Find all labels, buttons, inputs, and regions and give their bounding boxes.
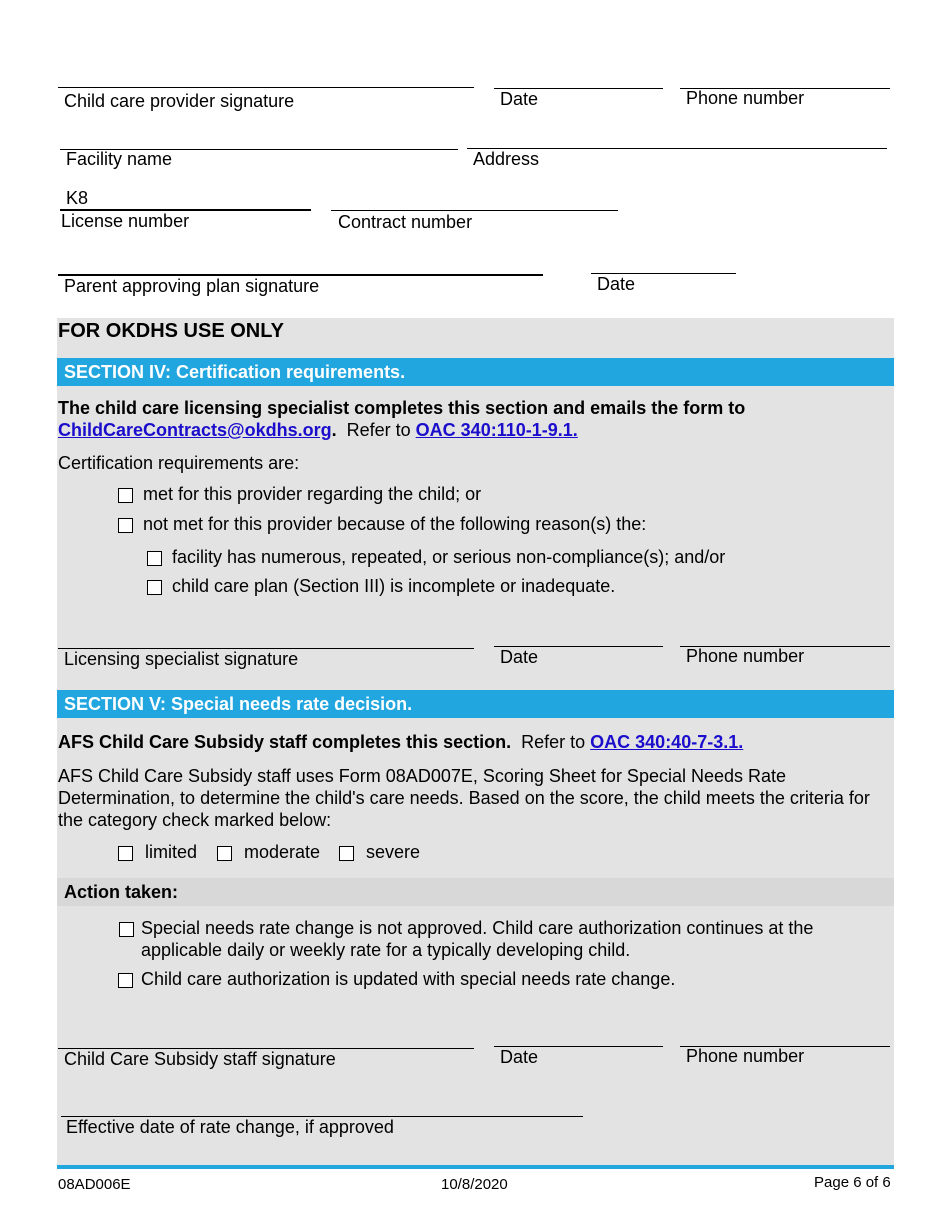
- footer-form-id: 08AD006E: [58, 1176, 131, 1193]
- severe-label: severe: [366, 842, 421, 862]
- met-checkbox[interactable]: [118, 488, 133, 503]
- licensing-signature-label: Licensing specialist signature: [64, 649, 299, 669]
- subsidy-phone-label: Phone number: [686, 1046, 805, 1066]
- not-approved-checkbox[interactable]: [119, 922, 134, 937]
- provider-date-label: Date: [500, 89, 539, 109]
- rate-updated-checkbox[interactable]: [118, 973, 133, 988]
- license-number-label: License number: [61, 211, 190, 231]
- section-v-paragraph: AFS Child Care Subsidy staff uses Form 08AD007E, Scoring Sheet for Special Needs Rate Determination, to determine the child's care needs. Based on the score, the child meets the criteria for the category check marked below:: [58, 766, 870, 830]
- email-period: .: [331, 420, 337, 440]
- rate-updated-label: Child care authorization is updated with special needs rate change.: [141, 969, 676, 989]
- parent-date-label: Date: [597, 274, 636, 294]
- section-iv-header: SECTION IV: Certification requirements.: [57, 358, 894, 386]
- footer-page: Page 6 of 6: [814, 1174, 891, 1191]
- footer-date: 10/8/2020: [441, 1176, 508, 1193]
- section-v-header: SECTION V: Special needs rate decision.: [57, 690, 894, 718]
- footer-rule: [57, 1165, 894, 1169]
- provider-phone-label: Phone number: [686, 88, 805, 108]
- licensing-date-label: Date: [500, 647, 539, 667]
- provider-signature-line[interactable]: [58, 87, 474, 88]
- cert-requirements-label: Certification requirements are:: [58, 453, 300, 473]
- contract-number-label: Contract number: [338, 212, 473, 232]
- section-v-instruction-bold: AFS Child Care Subsidy staff completes this section.: [58, 732, 512, 752]
- severe-checkbox[interactable]: [339, 846, 354, 861]
- section-v-refer: Refer to: [521, 732, 586, 752]
- address-label: Address: [473, 149, 540, 169]
- met-label: met for this provider regarding the child; or: [143, 484, 482, 504]
- section-iv-instruction: [58, 397, 888, 441]
- action-taken-header: Action taken:: [57, 878, 894, 906]
- not-approved-label: Special needs rate change is not approved. Child care authorization continues at the applicable daily or weekly rate for a typically developing child.: [141, 918, 814, 960]
- section-iv-instruction-bold: The child care licensing specialist completes this section and emails the form to: [58, 398, 746, 418]
- childcare-contracts-email-link[interactable]: ChildCareContracts@okdhs.org: [58, 420, 332, 440]
- moderate-checkbox[interactable]: [217, 846, 232, 861]
- section-v-instruction: [58, 731, 743, 753]
- facility-name-label: Facility name: [66, 149, 173, 169]
- contract-number-line[interactable]: [331, 210, 618, 211]
- subsidy-signature-label: Child Care Subsidy staff signature: [64, 1049, 336, 1069]
- moderate-label: moderate: [244, 842, 321, 862]
- subsidy-date-label: Date: [500, 1047, 539, 1067]
- facility-noncompliance-checkbox[interactable]: [147, 551, 162, 566]
- limited-checkbox[interactable]: [118, 846, 133, 861]
- section-iv-refer: Refer to: [346, 420, 411, 440]
- okdhs-header: FOR OKDHS USE ONLY: [58, 320, 284, 342]
- provider-signature-label: Child care provider signature: [64, 91, 295, 111]
- plan-incomplete-label: child care plan (Section III) is incomplete or inadequate.: [172, 576, 616, 596]
- facility-noncompliance-label: facility has numerous, repeated, or serious non-compliance(s); and/or: [172, 547, 726, 567]
- oac-340-110-link[interactable]: OAC 340:110-1-9.1.: [415, 420, 578, 440]
- licensing-phone-label: Phone number: [686, 646, 805, 666]
- license-number-value[interactable]: K8: [66, 188, 89, 208]
- not-met-checkbox[interactable]: [118, 518, 133, 533]
- limited-label: limited: [145, 842, 198, 862]
- plan-incomplete-checkbox[interactable]: [147, 580, 162, 595]
- effective-date-label: Effective date of rate change, if approved: [66, 1117, 394, 1137]
- oac-340-40-link[interactable]: OAC 340:40-7-3.1.: [590, 732, 744, 752]
- not-met-label: not met for this provider because of the following reason(s) the:: [143, 514, 647, 534]
- parent-signature-label: Parent approving plan signature: [64, 276, 320, 296]
